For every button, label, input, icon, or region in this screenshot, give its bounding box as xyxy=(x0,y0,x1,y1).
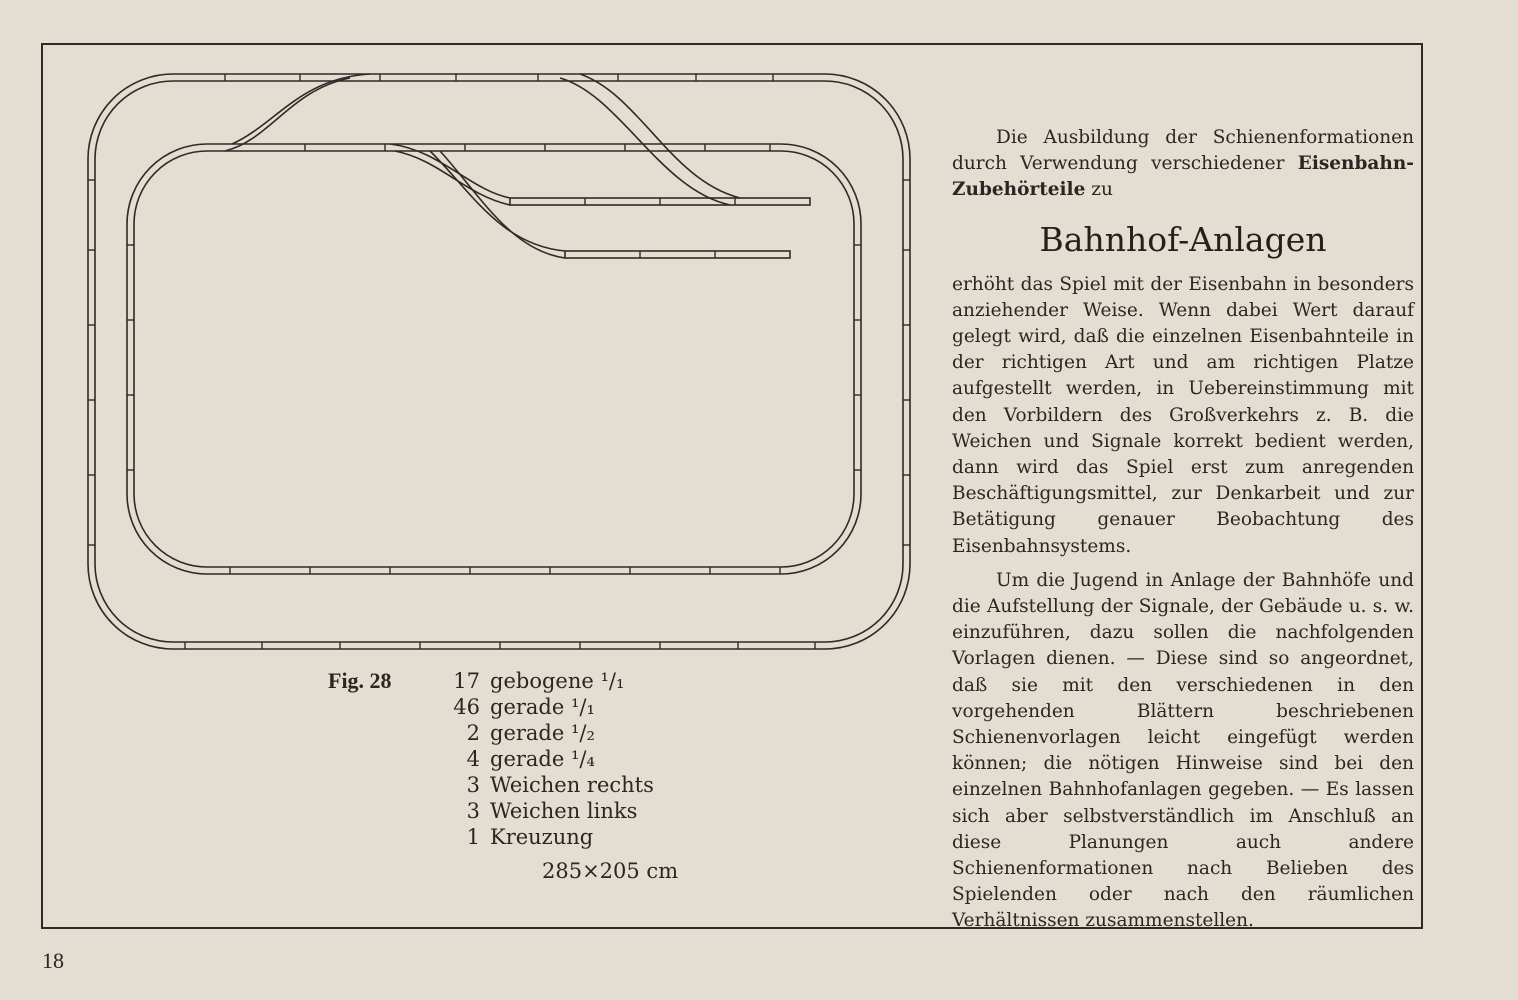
crossover-right-b xyxy=(580,74,740,198)
body-text-column xyxy=(952,125,1414,943)
outer-track-outer-rail xyxy=(88,74,910,649)
page-number: 18 xyxy=(42,948,64,973)
layout-dimensions: 285×205 cm xyxy=(542,859,679,883)
list-item: 3 Weichen links xyxy=(466,799,638,823)
siding-upper-curve-b xyxy=(395,151,510,205)
paragraph-1: erhöht das Spiel mit der Eisenbahn in besonders anziehender Weise. Wenn dabei Wert darauf gelegt wird, daß die einzelnen Eisenbahnteile in der richtigen Art und am richtigen Platze aufgestellt werden, in Uebereinstimmung mit den Vorbildern des Großverkehrs z. B. die Weichen und Signale korrekt bedient werden, dann wird das Spiel erst zum anregenden Beschäftigungsmittel, zur Denkarbeit und zur Betätigung genauer Beobachtung des Eisenbahnsystems. xyxy=(952,273,1414,557)
siding-upper-curve-a xyxy=(390,144,510,198)
list-item: 17 gebogene ¹/₁ xyxy=(453,669,625,693)
parts-list xyxy=(438,668,698,850)
list-item: 3 Weichen rechts xyxy=(466,773,654,797)
track-layout-diagram xyxy=(80,70,920,660)
section-heading: Bahnhof-Anlagen xyxy=(1039,219,1327,259)
crossover-right-a xyxy=(560,78,730,205)
figure-label: Fig. 28 xyxy=(328,668,392,693)
outer-track-inner-rail xyxy=(95,81,903,642)
list-item: 1 Kreuzung xyxy=(466,825,594,849)
crossover-left-a xyxy=(225,78,350,151)
list-item: 46 gerade ¹/₁ xyxy=(453,695,595,719)
inner-track-outer-rail xyxy=(127,144,861,574)
siding-lower-straight xyxy=(565,251,790,258)
paragraph-2: Um die Jugend in Anlage der Bahnhöfe und die Aufstellung der Signale, der Gebäude u. s. w. einzuführen, dazu sollen die nachfolgenden Vorlagen dienen. — Diese sind so angeordnet, daß sie mit den verschiedenen in den vorgehenden Blättern beschriebenen Schienenvorlagen leicht eingefügt werden können; die nötigen Hinweise sind bei den einzelnen Bahnhofanlagen gegeben. — Es lassen sich aber selbstverständlich im Anschluß an diese Planungen auch andere Schienenformationen nach Belieben des Spielenden oder nach den räumlichen Verhältnissen zusammenstellen. xyxy=(952,569,1414,932)
inner-track-inner-rail xyxy=(134,151,854,567)
intro-bold-term: Eisenbahn-Zubehörteile xyxy=(952,153,1414,201)
crossover-left-b xyxy=(232,74,370,144)
list-item: 4 gerade ¹/₄ xyxy=(466,747,595,771)
intro-paragraph: Die Ausbildung der Schienenformationen durch Verwendung verschiedener Eisenbahn-Zubehörteile zu xyxy=(952,127,1414,201)
list-item: 2 gerade ¹/₂ xyxy=(466,721,595,745)
